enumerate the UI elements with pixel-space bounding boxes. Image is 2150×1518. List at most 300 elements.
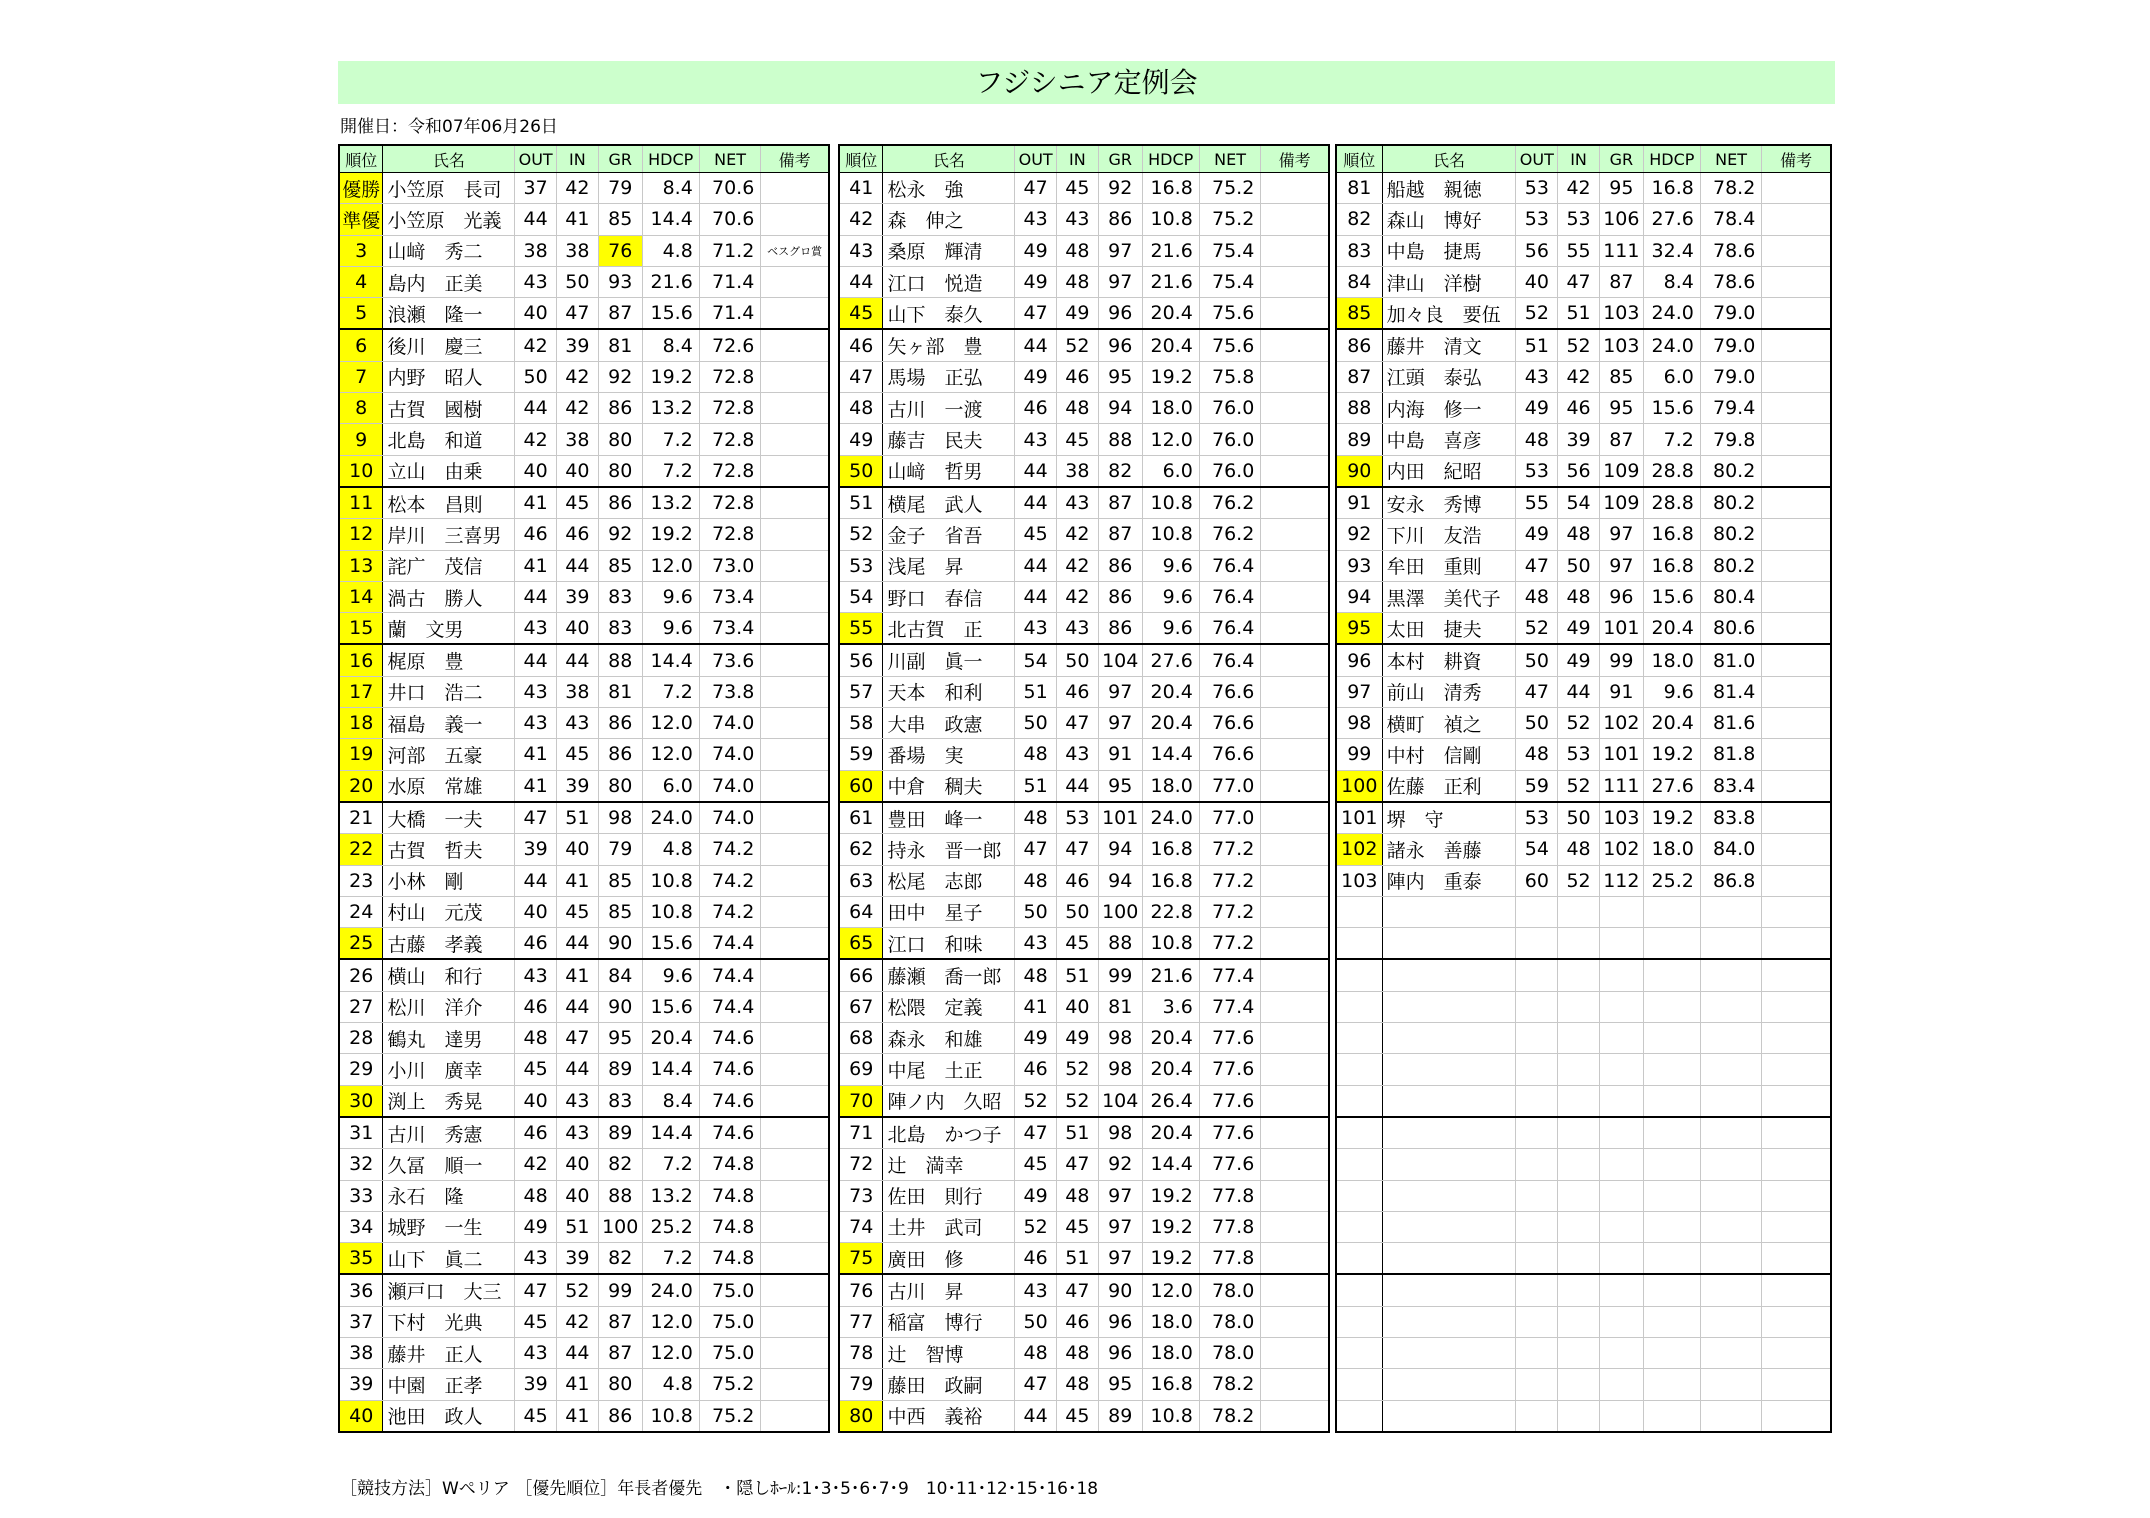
gross-score: 87 [598,1337,642,1368]
column-header: 順位 [839,145,883,173]
note-cell [1261,455,1329,487]
handicap: 13.2 [642,1180,699,1211]
table-row [339,991,829,1022]
gross-score: 83 [598,581,642,612]
handicap: 16.8 [1643,173,1700,204]
gross-score: 100 [1098,896,1142,927]
name-cell [1382,1085,1516,1117]
gross-score: 98 [598,802,642,834]
rank-cell: 66 [839,959,883,991]
name-cell: 山下 眞二 [383,1243,515,1275]
rank-cell: 68 [839,1023,883,1054]
note-cell [1762,676,1831,707]
net-score: 84.0 [1700,834,1761,865]
name-cell: 大串 政憲 [883,708,1015,739]
net-score: 74.8 [699,1149,761,1180]
table-row [339,928,829,960]
net-score: 72.6 [699,329,761,361]
out-score [1516,1243,1558,1275]
handicap: 19.2 [1643,739,1700,770]
rank-cell: 87 [1336,361,1382,392]
in-score: 44 [1558,676,1600,707]
gross-score: 84 [598,959,642,991]
net-score: 76.0 [1199,455,1261,487]
in-score [1558,1306,1600,1337]
out-score: 47 [1516,676,1558,707]
in-score: 44 [1057,770,1099,802]
note-cell [761,770,829,802]
in-score: 41 [557,204,599,235]
out-score: 40 [515,455,557,487]
table-row [339,802,829,834]
column-header: IN [1057,145,1099,173]
rank-cell: 61 [839,802,883,834]
note-cell [761,1180,829,1211]
table-row [1336,770,1831,802]
gross-score: 88 [1098,928,1142,960]
net-score: 75.0 [699,1337,761,1368]
in-score: 46 [1558,393,1600,424]
out-score: 40 [515,1085,557,1117]
in-score: 53 [1558,204,1600,235]
in-score [1558,959,1600,991]
gross-score: 97 [1098,708,1142,739]
in-score: 45 [557,896,599,927]
table-row [1336,235,1831,266]
note-cell [761,393,829,424]
net-score: 76.6 [1199,739,1261,770]
in-score: 49 [1057,298,1099,330]
note-cell [1762,487,1831,519]
handicap: 21.6 [1142,235,1199,266]
table-row [339,739,829,770]
table-row [839,770,1329,802]
name-cell: 松永 強 [883,173,1015,204]
net-score: 75.0 [699,1274,761,1306]
handicap: 18.0 [1643,834,1700,865]
in-score: 48 [1057,266,1099,297]
table-row [839,424,1329,455]
in-score: 44 [557,1054,599,1085]
in-score: 52 [1558,708,1600,739]
note-cell [1261,361,1329,392]
table-row [339,865,829,896]
table-row [339,676,829,707]
name-cell: 山下 泰久 [883,298,1015,330]
table-row [839,581,1329,612]
gross-score: 87 [598,298,642,330]
handicap: 10.8 [1142,1400,1199,1432]
gross-score: 111 [1599,235,1643,266]
in-score: 46 [1057,865,1099,896]
handicap [1643,1117,1700,1149]
name-cell: 田中 星子 [883,896,1015,927]
handicap: 14.4 [1142,739,1199,770]
in-score: 50 [1057,896,1099,927]
table-row [339,1274,829,1306]
page-title: フジシニア定例会 [338,61,1835,104]
rank-cell: 93 [1336,550,1382,581]
gross-score: 99 [1599,644,1643,676]
name-cell [1382,1117,1516,1149]
out-score: 56 [1516,235,1558,266]
rank-cell [1336,1400,1382,1432]
in-score [1558,1117,1600,1149]
gross-score: 94 [1098,393,1142,424]
note-cell [1762,298,1831,330]
out-score [1516,928,1558,960]
net-score: 81.8 [1700,739,1761,770]
out-score: 40 [1516,266,1558,297]
in-score: 48 [1558,581,1600,612]
note-cell [1261,896,1329,927]
note-cell [761,266,829,297]
out-score: 40 [515,896,557,927]
table-row [1336,1337,1831,1368]
handicap: 20.4 [1142,298,1199,330]
column-header: OUT [515,145,557,173]
name-cell: 豊田 峰一 [883,802,1015,834]
table-row [339,329,829,361]
handicap: 9.6 [1142,581,1199,612]
handicap: 12.0 [642,739,699,770]
out-score: 41 [1015,991,1057,1022]
name-cell: 梶原 豊 [383,644,515,676]
rank-cell [1336,1211,1382,1242]
gross-score: 79 [598,834,642,865]
rank-cell: 100 [1336,770,1382,802]
net-score: 74.6 [699,1023,761,1054]
gross-score: 86 [1098,204,1142,235]
rank-cell: 14 [339,581,383,612]
out-score [1516,1149,1558,1180]
gross-score: 112 [1599,865,1643,896]
name-cell: 浅尾 昇 [883,550,1015,581]
name-cell: 佐藤 正利 [1382,770,1516,802]
note-cell [1261,708,1329,739]
name-cell [1382,1149,1516,1180]
out-score: 51 [1516,329,1558,361]
table-row [839,1306,1329,1337]
net-score: 74.0 [699,770,761,802]
gross-score [1599,928,1643,960]
rank-cell [1336,1337,1382,1368]
name-cell [1382,1337,1516,1368]
out-score: 50 [1516,708,1558,739]
in-score: 46 [557,519,599,550]
note-cell [1762,1085,1831,1117]
out-score: 40 [515,298,557,330]
rank-cell: 17 [339,676,383,707]
rank-cell: 優勝 [339,173,383,204]
table-row [1336,896,1831,927]
table-row [839,298,1329,330]
out-score: 48 [1015,865,1057,896]
in-score: 41 [557,1400,599,1432]
table-row [1336,802,1831,834]
net-score: 76.6 [1199,708,1261,739]
handicap: 24.0 [642,802,699,834]
gross-score [1599,1149,1643,1180]
gross-score: 76 [598,235,642,266]
in-score: 45 [1057,173,1099,204]
rank-cell [1336,1274,1382,1306]
table-row [1336,581,1831,612]
name-cell [1382,1306,1516,1337]
net-score: 75.6 [1199,329,1261,361]
name-cell: 城野 一生 [383,1211,515,1242]
handicap: 19.2 [1142,1243,1199,1275]
table-row [339,896,829,927]
out-score: 52 [1516,613,1558,645]
table-row [839,266,1329,297]
name-cell: 内海 修一 [1382,393,1516,424]
name-cell: 陣ノ内 久昭 [883,1085,1015,1117]
rank-cell: 50 [839,455,883,487]
gross-score: 95 [598,1023,642,1054]
handicap: 8.4 [642,1085,699,1117]
net-score: 73.4 [699,581,761,612]
out-score: 43 [1015,613,1057,645]
name-cell: 立山 由乗 [383,455,515,487]
handicap: 8.4 [642,173,699,204]
handicap: 19.2 [642,519,699,550]
handicap: 15.6 [1643,581,1700,612]
name-cell: 永石 隆 [383,1180,515,1211]
gross-score [1599,1023,1643,1054]
name-cell: 加々良 要伍 [1382,298,1516,330]
handicap [1643,1369,1700,1400]
net-score: 74.8 [699,1211,761,1242]
handicap: 7.2 [642,424,699,455]
name-cell: 稲富 博行 [883,1306,1015,1337]
gross-score: 80 [598,455,642,487]
net-score: 74.4 [699,959,761,991]
out-score: 39 [515,834,557,865]
table-row [1336,676,1831,707]
gross-score: 99 [1098,959,1142,991]
in-score: 39 [557,1243,599,1275]
gross-score: 97 [1098,266,1142,297]
rank-cell: 48 [839,393,883,424]
out-score: 43 [515,959,557,991]
out-score: 46 [1015,1243,1057,1275]
out-score: 54 [1015,644,1057,676]
name-cell: 古藤 孝義 [383,928,515,960]
out-score: 48 [1015,739,1057,770]
rank-cell: 24 [339,896,383,927]
in-score [1558,1149,1600,1180]
rank-cell: 12 [339,519,383,550]
note-cell [761,173,829,204]
handicap: 14.4 [642,204,699,235]
table-row [839,455,1329,487]
out-score: 41 [515,770,557,802]
handicap: 20.4 [642,1023,699,1054]
table-row [1336,708,1831,739]
out-score: 46 [515,519,557,550]
column-header: 氏名 [883,145,1015,173]
table-row [839,204,1329,235]
in-score: 42 [1057,519,1099,550]
net-score [1700,1306,1761,1337]
in-score: 48 [1558,519,1600,550]
gross-score [1599,1306,1643,1337]
in-score: 50 [1558,550,1600,581]
net-score: 80.2 [1700,550,1761,581]
handicap: 4.8 [642,834,699,865]
net-score: 75.2 [1199,173,1261,204]
gross-score: 103 [1599,298,1643,330]
note-cell [761,959,829,991]
rank-cell: 83 [1336,235,1382,266]
out-score [1516,991,1558,1022]
net-score: 81.6 [1700,708,1761,739]
note-cell [761,896,829,927]
gross-score: 85 [598,204,642,235]
rank-cell: 55 [839,613,883,645]
handicap: 15.6 [642,928,699,960]
out-score: 45 [515,1054,557,1085]
name-cell [1382,1180,1516,1211]
in-score [1558,1274,1600,1306]
handicap: 6.0 [1142,455,1199,487]
in-score: 44 [557,644,599,676]
note-cell [761,1117,829,1149]
name-cell: 古賀 國樹 [383,393,515,424]
column-header: GR [1599,145,1643,173]
header-row [839,145,1329,173]
net-score: 77.6 [1199,1054,1261,1085]
net-score: 80.2 [1700,487,1761,519]
net-score: 80.2 [1700,455,1761,487]
note-cell [1762,329,1831,361]
name-cell [1382,991,1516,1022]
note-cell [1762,455,1831,487]
net-score: 73.8 [699,676,761,707]
out-score: 45 [515,1306,557,1337]
handicap: 25.2 [642,1211,699,1242]
net-score: 77.4 [1199,959,1261,991]
rank-cell: 20 [339,770,383,802]
in-score: 38 [557,235,599,266]
gross-score: 86 [1098,581,1142,612]
note-cell [761,1085,829,1117]
net-score: 80.2 [1700,519,1761,550]
gross-score: 98 [1098,1023,1142,1054]
table-row [1336,1369,1831,1400]
name-cell: 鶴丸 達男 [383,1023,515,1054]
table-row [839,1117,1329,1149]
in-score: 42 [557,173,599,204]
name-cell: 山﨑 哲男 [883,455,1015,487]
in-score: 47 [1057,1274,1099,1306]
note-cell [1261,1211,1329,1242]
in-score: 42 [1057,550,1099,581]
in-score: 48 [1057,235,1099,266]
rank-cell: 4 [339,266,383,297]
gross-score: 97 [1599,519,1643,550]
table-row [839,1211,1329,1242]
gross-score [1599,896,1643,927]
note-cell [1762,1180,1831,1211]
in-score: 52 [1057,1054,1099,1085]
handicap [1643,896,1700,927]
table-row [1336,991,1831,1022]
rank-cell: 9 [339,424,383,455]
table-row [839,959,1329,991]
gross-score: 109 [1599,455,1643,487]
gross-score: 87 [1599,266,1643,297]
name-cell: 横山 和行 [383,959,515,991]
handicap: 18.0 [1643,644,1700,676]
net-score: 77.2 [1199,865,1261,896]
handicap: 15.6 [1643,393,1700,424]
note-cell [1261,235,1329,266]
net-score: 76.0 [1199,424,1261,455]
net-score: 74.6 [699,1117,761,1149]
in-score: 45 [557,739,599,770]
rank-cell: 11 [339,487,383,519]
note-cell [761,1337,829,1368]
handicap: 20.4 [1643,613,1700,645]
note-cell: ベスグロ賞 [761,235,829,266]
handicap: 10.8 [642,896,699,927]
handicap: 22.8 [1142,896,1199,927]
gross-score: 96 [1098,1306,1142,1337]
out-score: 50 [1015,896,1057,927]
note-cell [761,455,829,487]
results-table-2 [838,144,1330,1433]
rank-cell: 60 [839,770,883,802]
handicap: 6.0 [642,770,699,802]
net-score: 78.0 [1199,1306,1261,1337]
net-score: 72.8 [699,424,761,455]
note-cell [761,298,829,330]
in-score: 52 [1057,1085,1099,1117]
table-row [339,644,829,676]
in-score: 41 [557,865,599,896]
name-cell: 井口 浩二 [383,676,515,707]
net-score [1700,1117,1761,1149]
gross-score: 86 [598,739,642,770]
net-score: 74.6 [699,1085,761,1117]
rank-cell: 77 [839,1306,883,1337]
note-cell [1261,173,1329,204]
table-row [339,613,829,645]
name-cell: 船越 親徳 [1382,173,1516,204]
out-score [1516,1306,1558,1337]
rank-cell: 35 [339,1243,383,1275]
gross-score: 88 [1098,424,1142,455]
in-score [1558,1023,1600,1054]
column-header: 氏名 [1382,145,1516,173]
rank-cell: 103 [1336,865,1382,896]
in-score: 43 [1057,487,1099,519]
rank-cell: 58 [839,708,883,739]
net-score: 80.4 [1700,581,1761,612]
name-cell: 島内 正美 [383,266,515,297]
note-cell [761,1149,829,1180]
out-score: 46 [1015,393,1057,424]
column-header: 順位 [1336,145,1382,173]
table-row [1336,1400,1831,1432]
rank-cell: 36 [339,1274,383,1306]
rank-cell: 91 [1336,487,1382,519]
gross-score: 92 [598,361,642,392]
in-score: 51 [1057,1243,1099,1275]
gross-score: 98 [1098,1054,1142,1085]
